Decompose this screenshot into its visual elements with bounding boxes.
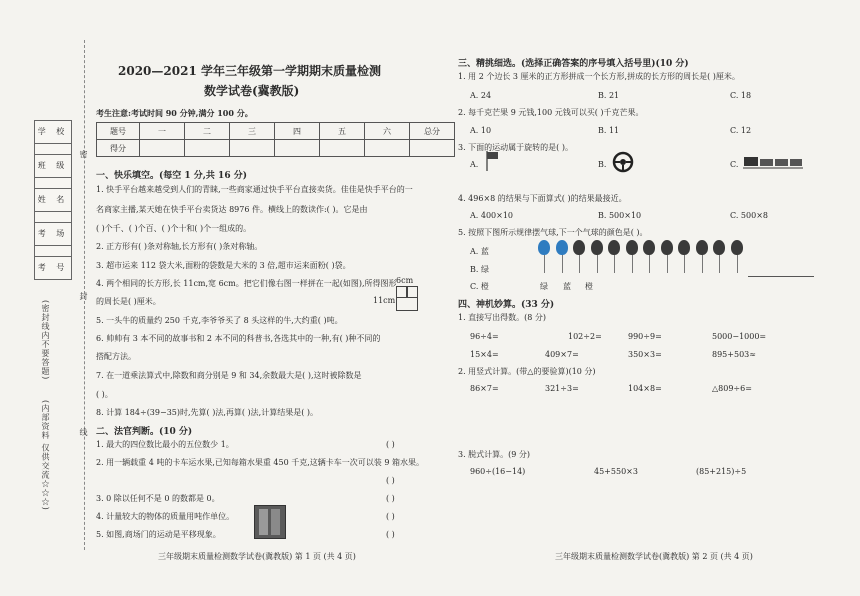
score-label-cell: 得分: [97, 140, 140, 157]
calc-s1: 1. 直接写出得数。(8 分): [458, 313, 547, 322]
vertical-calc-item: 104×8=: [628, 384, 662, 393]
judge-q1-paren[interactable]: ( ): [386, 440, 395, 449]
score-header-cell: 四: [275, 123, 320, 140]
choice-q2-b[interactable]: B. 11: [598, 126, 620, 135]
internal-note: (内部资料 仅供交流☆☆☆): [41, 400, 50, 511]
score-header-cell: 二: [185, 123, 230, 140]
part2-header: 二、法官判断。(10 分): [96, 427, 193, 437]
exam-subtitle: 数学试卷(冀教版): [204, 84, 300, 98]
balloon-string: [684, 255, 685, 273]
calc-item: 5000−1000=: [712, 332, 767, 341]
score-input-cell[interactable]: [185, 140, 230, 157]
score-header-cell: 六: [365, 123, 410, 140]
choice-q4-b[interactable]: B. 500×10: [598, 211, 642, 220]
q4-line1: 4. 两个相同的长方形,长 11cm,宽 6cm。把它们像右图一样拼在一起(如图),所得图形: [96, 279, 397, 288]
train-icon: [743, 154, 803, 170]
q1-line3: ( )个千、( )个百、( )个十和( )个一组成的。: [96, 224, 252, 233]
choice-q1-c[interactable]: C. 18: [730, 91, 752, 100]
part1-header: 一、快乐填空。(每空 1 分,共 16 分): [96, 171, 247, 181]
q2: 2. 正方形有( )条对称轴,长方形有( )条对称轴。: [96, 242, 263, 251]
choice-q3-c[interactable]: C.: [730, 160, 739, 169]
choice-q3-a[interactable]: A.: [470, 160, 479, 169]
choice-q4-c[interactable]: C. 500×8: [730, 211, 768, 220]
q6-line1: 6. 帅帅有 3 本不同的故事书和 2 本不同的科普书,各选其中的一种,有( )种不同的: [96, 334, 381, 343]
stepwise-calc-item: (85+215)÷5: [696, 467, 747, 476]
judge-q4-paren[interactable]: ( ): [386, 512, 395, 521]
balloon: [696, 240, 708, 255]
balloon: [731, 240, 743, 255]
score-input-cell[interactable]: [365, 140, 410, 157]
choice-q1: 1. 用 2 个边长 3 厘米的正方形拼成一个长方形,拼成的长方形的周长是( )厘米。: [458, 72, 740, 81]
judge-q4: 4. 计量较大的物体的质量用吨作单位。: [96, 512, 235, 521]
calc-item: 102÷2=: [568, 332, 602, 341]
balloon-label-blue: 蓝: [563, 282, 571, 291]
school-label: 学 校: [35, 121, 71, 144]
balloon: [661, 240, 673, 255]
footer-page-1: 三年级期末质量检测数学试卷(冀教版) 第 1 页 (共 4 页): [158, 552, 356, 561]
balloon-string: [702, 255, 703, 273]
score-header-cell: 题号: [97, 123, 140, 140]
score-input-cell[interactable]: [320, 140, 365, 157]
choice-q4-a[interactable]: A. 400×10: [470, 211, 514, 220]
steering-wheel-icon: [612, 151, 634, 173]
balloon-string: [649, 255, 650, 273]
choice-q1-b[interactable]: B. 21: [598, 91, 620, 100]
calc-item: 96÷4=: [470, 332, 499, 341]
choice-q1-a[interactable]: A. 24: [470, 91, 492, 100]
q3: 3. 超市运来 112 袋大米,面粉的袋数是大米的 3 倍,超市运来面粉( )袋。: [96, 261, 351, 270]
seal-mark-3: 线: [79, 428, 88, 437]
balloon-string: [597, 255, 598, 273]
balloon: [713, 240, 725, 255]
choice-q2: 2. 每千克芒果 9 元钱,100 元钱可以买( )千克芒果。: [458, 108, 644, 117]
q4-line2: 的周长是( )厘米。: [96, 297, 161, 306]
exam-title: 2020—2021 学年三年级第一学期期末质量检测: [118, 64, 381, 78]
seal-mark-2: 封: [79, 292, 88, 301]
answer-line[interactable]: [748, 276, 814, 277]
student-info-box: [34, 120, 72, 280]
calc-item: 409×7=: [545, 350, 579, 359]
score-header-cell: 三: [230, 123, 275, 140]
seal-warning: (密封线内不要答题): [41, 300, 50, 381]
vertical-calc-item: △809÷6=: [712, 384, 752, 393]
footer-page-2: 三年级期末质量检测数学试卷(冀教版) 第 2 页 (共 4 页): [555, 552, 753, 561]
exam-room-label: 考 场: [35, 223, 71, 246]
flag-icon: [484, 150, 500, 172]
score-header-cell: 一: [140, 123, 185, 140]
q1-line1: 1. 快手平台越来越受到人们的青睐,一些商家通过快手平台直接卖货。佳佳是快手平台的一: [96, 185, 413, 194]
stepwise-calc-item: 45+550×3: [594, 467, 638, 476]
score-input-cell[interactable]: [140, 140, 185, 157]
score-table: [96, 122, 455, 157]
score-input-cell[interactable]: [275, 140, 320, 157]
score-header-cell: 五: [320, 123, 365, 140]
choice-q4: 4. 496×8 的结果与下面算式( )的结果最接近。: [458, 194, 627, 203]
balloon: [591, 240, 603, 255]
part3-header: 三、精挑细选。(选择正确答案的序号填入括号里)(10 分): [458, 59, 689, 69]
revolving-door-picture: [254, 505, 286, 539]
choice-q2-a[interactable]: A. 10: [470, 126, 492, 135]
class-label: 班 级: [35, 155, 71, 178]
balloon-string: [544, 255, 545, 273]
calc-item: 895+503≈: [712, 350, 756, 359]
q8: 8. 计算 184÷(39−35)时,先算( )法,再算( )法,计算结果是( )。: [96, 408, 318, 417]
judge-q1: 1. 最大的四位数比最小的五位数少 1。: [96, 440, 234, 449]
judge-q3-paren[interactable]: ( ): [386, 494, 395, 503]
name-label: 姓 名: [35, 189, 71, 212]
q7-line1: 7. 在一道乘法算式中,除数和商分别是 9 和 34,余数最大是( ),这时被除数是: [96, 371, 362, 380]
balloon-string: [579, 255, 580, 273]
balloon: [538, 240, 550, 255]
figure-width-label: 6cm: [396, 276, 414, 285]
balloon: [643, 240, 655, 255]
balloon-label-orange: 橙: [585, 282, 593, 291]
balloon-string: [719, 255, 720, 273]
calc-item: 15×4=: [470, 350, 499, 359]
figure-height-label: 11cm: [373, 296, 396, 305]
judge-q5: 5. 如图,商场门的运动是平移现象。: [96, 530, 221, 539]
balloon: [626, 240, 638, 255]
balloon-string: [614, 255, 615, 273]
balloon: [678, 240, 690, 255]
balloon-string: [667, 255, 668, 273]
balloon-string: [562, 255, 563, 273]
calc-item: 990÷9=: [628, 332, 662, 341]
calc-item: 350×3=: [628, 350, 662, 359]
balloon-string: [632, 255, 633, 273]
balloon: [573, 240, 585, 255]
calc-s2: 2. 用竖式计算。(带△的要验算)(10 分): [458, 367, 596, 376]
exam-notice: 考生注意:考试时间 90 分钟,满分 100 分。: [96, 108, 253, 118]
vertical-calc-item: 321÷3=: [545, 384, 579, 393]
balloon: [556, 240, 568, 255]
judge-q3: 3. 0 除以任何不是 0 的数都是 0。: [96, 494, 220, 503]
score-input-cell[interactable]: [230, 140, 275, 157]
calc-s3: 3. 脱式计算。(9 分): [458, 450, 531, 459]
choice-q5-b[interactable]: B. 绿: [470, 265, 489, 274]
q7-line2: ( )。: [96, 390, 113, 399]
judge-q2: 2. 用一辆载重 4 吨的卡车运水果,已知每箱水果重 450 千克,这辆卡车一次可以装 9 箱水果。: [96, 458, 424, 467]
q1-line2: 名商家主播,某天她在快手平台卖货达 8976 件。横线上的数读作:( )。它是由: [96, 205, 368, 214]
balloon-label-green: 绿: [540, 282, 548, 291]
choice-q2-c[interactable]: C. 12: [730, 126, 752, 135]
balloon-string: [737, 255, 738, 273]
stepwise-calc-item: 960÷(16−14): [470, 467, 526, 476]
seal-mark-1: 密: [79, 150, 88, 159]
choice-q5: 5. 按照下图所示规律摆气球,下一个气球的颜色是( )。: [458, 228, 648, 237]
exam-number-label: 考 号: [37, 263, 69, 272]
choice-q3-b[interactable]: B.: [598, 160, 607, 169]
choice-q5-c[interactable]: C. 橙: [470, 282, 489, 291]
choice-q3: 3. 下面的运动属于旋转的是( )。: [458, 143, 573, 152]
score-header-cell: 总分: [410, 123, 455, 140]
vertical-calc-item: 86×7=: [470, 384, 499, 393]
figure-rect-c: [396, 297, 418, 311]
judge-q5-paren[interactable]: ( ): [386, 530, 395, 539]
q6-line2: 搭配方法。: [96, 352, 136, 361]
q5: 5. 一头牛的质量约 250 千克,李爷爷买了 8 头这样的牛,大约重( )吨。: [96, 316, 343, 325]
judge-q2-paren[interactable]: ( ): [386, 476, 395, 485]
part4-header: 四、神机妙算。(33 分): [458, 300, 555, 310]
choice-q5-a[interactable]: A. 蓝: [470, 247, 489, 256]
balloon: [608, 240, 620, 255]
score-input-cell[interactable]: [410, 140, 455, 157]
